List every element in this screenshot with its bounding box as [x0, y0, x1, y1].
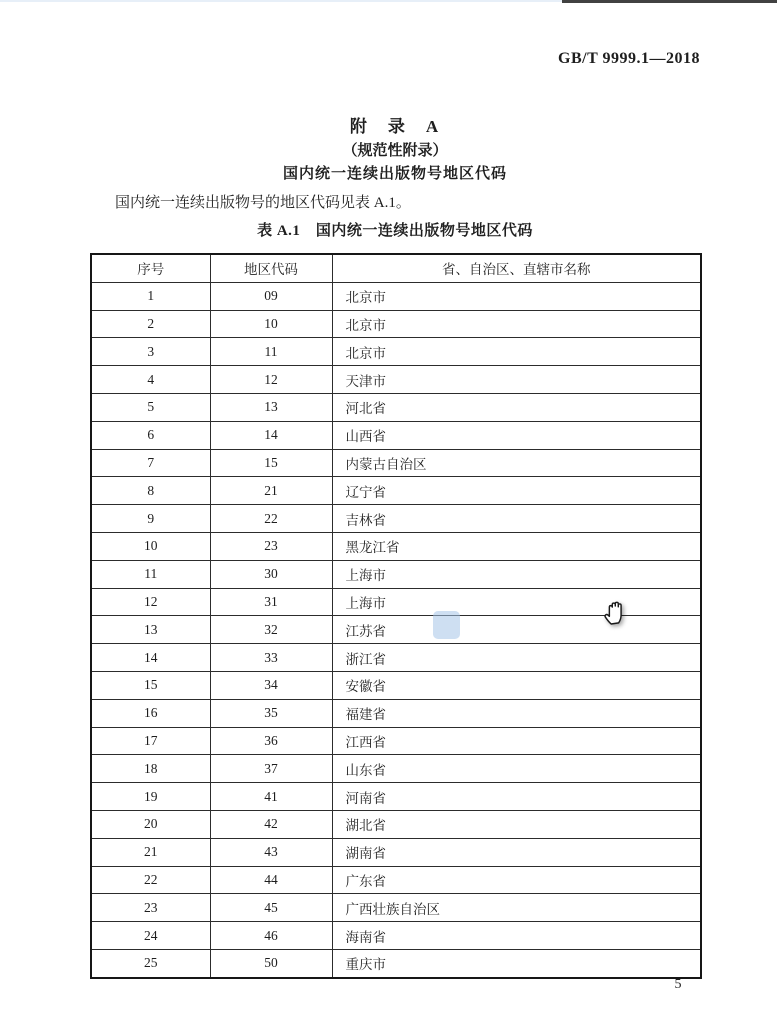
row-index-cell: 24 [91, 922, 210, 950]
region-code-cell: 12 [210, 366, 332, 394]
region-code-cell: 10 [210, 310, 332, 338]
row-index-cell: 10 [91, 532, 210, 560]
region-name-cell: 山西省 [332, 421, 701, 449]
region-name-cell: 安徽省 [332, 671, 701, 699]
intro-paragraph: 国内统一连续出版物号的地区代码见表 A.1。 [115, 195, 411, 211]
table-row [91, 894, 701, 922]
region-code-cell: 09 [210, 282, 332, 310]
table-row [91, 644, 701, 672]
region-name-cell: 广东省 [332, 866, 701, 894]
appendix-title: 附 录 A [349, 117, 441, 136]
table-row [91, 421, 701, 449]
hand-grab-cursor-icon [601, 597, 628, 631]
region-code-cell: 32 [210, 616, 332, 644]
region-name-cell: 北京市 [332, 282, 701, 310]
row-index-cell: 7 [91, 449, 210, 477]
region-code-cell: 23 [210, 532, 332, 560]
region-code-cell: 15 [210, 449, 332, 477]
table-row [91, 310, 701, 338]
region-name-cell: 河北省 [332, 393, 701, 421]
table-row [91, 366, 701, 394]
region-code-cell: 14 [210, 421, 332, 449]
table-row [91, 532, 701, 560]
row-index-cell: 12 [91, 588, 210, 616]
row-index-cell: 5 [91, 393, 210, 421]
region-name-cell: 内蒙古自治区 [332, 449, 701, 477]
region-code-cell: 45 [210, 894, 332, 922]
region-name-cell: 吉林省 [332, 505, 701, 533]
row-index-cell: 23 [91, 894, 210, 922]
table-row [91, 838, 701, 866]
region-code-cell: 37 [210, 755, 332, 783]
row-index-cell: 15 [91, 671, 210, 699]
standard-code: GB/T 9999.1—2018 [558, 50, 700, 67]
table-header-row [91, 254, 701, 282]
table-row [91, 393, 701, 421]
region-code-cell: 35 [210, 699, 332, 727]
scan-artifact-top-dark-strip [562, 0, 777, 3]
region-name-cell: 江西省 [332, 727, 701, 755]
row-index-cell: 25 [91, 949, 210, 977]
region-code-cell: 30 [210, 560, 332, 588]
region-name-cell: 天津市 [332, 366, 701, 394]
region-code-cell: 43 [210, 838, 332, 866]
row-index-cell: 17 [91, 727, 210, 755]
row-index-cell: 16 [91, 699, 210, 727]
region-name-cell: 湖南省 [332, 838, 701, 866]
column-header-region-code: 地区代码 [210, 254, 332, 282]
region-code-cell: 46 [210, 922, 332, 950]
table-caption: 表 A.1 国内统一连续出版物号地区代码 [257, 223, 533, 239]
region-name-cell: 江苏省 [332, 616, 701, 644]
row-index-cell: 22 [91, 866, 210, 894]
row-index-cell: 8 [91, 477, 210, 505]
table-row [91, 727, 701, 755]
table-row [91, 922, 701, 950]
row-index-cell: 1 [91, 282, 210, 310]
region-name-cell: 山东省 [332, 755, 701, 783]
region-code-cell: 42 [210, 810, 332, 838]
table-row [91, 699, 701, 727]
table-row [91, 449, 701, 477]
region-name-cell: 重庆市 [332, 949, 701, 977]
row-index-cell: 19 [91, 783, 210, 811]
region-code-cell: 11 [210, 338, 332, 366]
table-row [91, 671, 701, 699]
region-code-cell: 41 [210, 783, 332, 811]
row-index-cell: 18 [91, 755, 210, 783]
row-index-cell: 13 [91, 616, 210, 644]
region-code-cell: 22 [210, 505, 332, 533]
table-row [91, 755, 701, 783]
region-code-cell: 21 [210, 477, 332, 505]
row-index-cell: 6 [91, 421, 210, 449]
table-row [91, 560, 701, 588]
table-row [91, 338, 701, 366]
table-row [91, 949, 701, 977]
region-code-cell: 36 [210, 727, 332, 755]
column-header-index: 序号 [91, 254, 210, 282]
region-name-cell: 海南省 [332, 922, 701, 950]
watermark-stamp [433, 611, 460, 639]
region-name-cell: 上海市 [332, 588, 701, 616]
table-row [91, 505, 701, 533]
table-row [91, 783, 701, 811]
table-row [91, 477, 701, 505]
region-name-cell: 湖北省 [332, 810, 701, 838]
row-index-cell: 21 [91, 838, 210, 866]
region-name-cell: 黑龙江省 [332, 532, 701, 560]
region-name-cell: 北京市 [332, 310, 701, 338]
table-row [91, 810, 701, 838]
region-name-cell: 浙江省 [332, 644, 701, 672]
row-index-cell: 11 [91, 560, 210, 588]
row-index-cell: 4 [91, 366, 210, 394]
scan-artifact-top-tint [0, 0, 562, 2]
region-name-cell: 河南省 [332, 783, 701, 811]
row-index-cell: 9 [91, 505, 210, 533]
row-index-cell: 2 [91, 310, 210, 338]
page-number: 5 [674, 977, 682, 992]
row-index-cell: 20 [91, 810, 210, 838]
region-code-cell: 33 [210, 644, 332, 672]
appendix-heading: 国内统一连续出版物号地区代码 [282, 166, 507, 182]
region-code-cell: 44 [210, 866, 332, 894]
table-row [91, 866, 701, 894]
region-name-cell: 北京市 [332, 338, 701, 366]
region-code-cell: 50 [210, 949, 332, 977]
region-code-cell: 13 [210, 393, 332, 421]
column-header-region-name: 省、自治区、直辖市名称 [332, 254, 701, 282]
region-code-cell: 34 [210, 671, 332, 699]
region-name-cell: 辽宁省 [332, 477, 701, 505]
region-name-cell: 上海市 [332, 560, 701, 588]
region-name-cell: 广西壮族自治区 [332, 894, 701, 922]
region-code-cell: 31 [210, 588, 332, 616]
region-name-cell: 福建省 [332, 699, 701, 727]
table-row [91, 282, 701, 310]
appendix-subtitle: （规范性附录） [342, 143, 448, 159]
row-index-cell: 14 [91, 644, 210, 672]
row-index-cell: 3 [91, 338, 210, 366]
